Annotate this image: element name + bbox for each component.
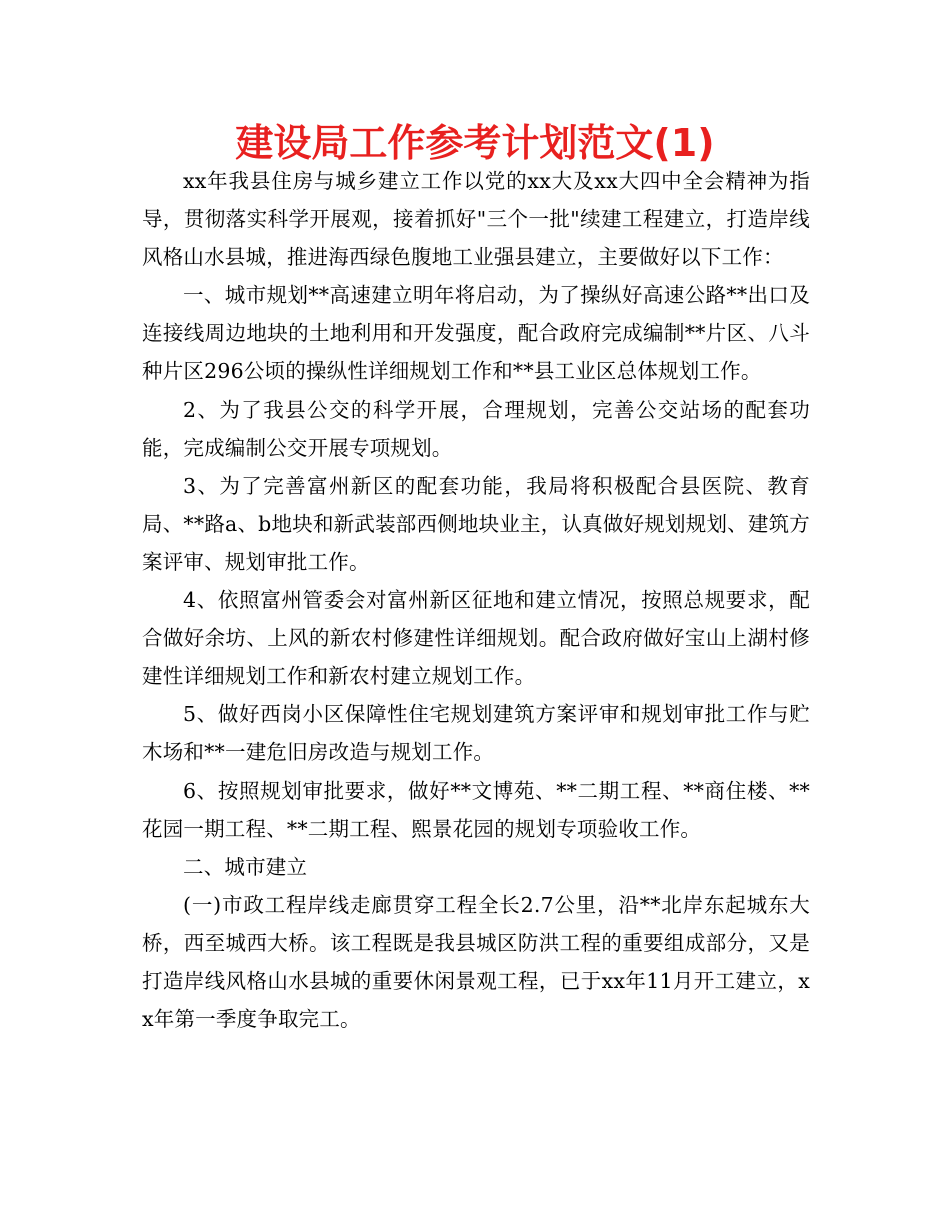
paragraph-item-5: 5、做好西岗小区保障性住宅规划建筑方案评审和规划审批工作与贮木场和**一建危旧房改造与规划工作。	[142, 702, 810, 765]
paragraph-item-4: 4、依照富州管委会对富州新区征地和建立情况，按照总规要求，配合做好余坊、上风的新农村修建性详细规划。配合政府做好宝山上湖村修建性详细规划工作和新农村建立规划工作。	[142, 588, 810, 689]
paragraph-item-3: 3、为了完善富州新区的配套功能，我局将积极配合县医院、教育局、**路a、b地块和新武装部西侧地块业主，认真做好规划规划、建筑方案评审、规划审批工作。	[142, 473, 810, 574]
paragraph-section-2: 二、城市建立	[183, 854, 308, 879]
document-title: 建设局工作参考计划范文(1)	[235, 121, 715, 165]
paragraph-subsection-1: (一)市政工程岸线走廊贯穿工程全长2.7公里，沿**北岸东起城东大桥，西至城西大桥。该工程既是我县城区防洪工程的重要组成部分，又是打造岸线风格山水县城的重要休闲景观工程，已于xx年11月开工建立，xx年第一季度争取完工。	[142, 892, 810, 1032]
paragraph-intro: xx年我县住房与城乡建立工作以党的xx大及xx大四中全会精神为指导，贯彻落实科学开展观，接着抓好"三个一批"续建工程建立，打造岸线风格山水县城，推进海西绿色腹地工业强县建立，主要做好以下工作：	[142, 169, 810, 270]
paragraph-section-1: 一、城市规划**高速建立明年将启动，为了操纵好高速公路**出口及连接线周边地块的土地利用和开发强度，配合政府完成编制**片区、八斗种片区296公顷的操纵性详细规划工作和**县工业区总体规划工作。	[142, 283, 810, 384]
document-body	[142, 162, 810, 1038]
paragraph-item-6: 6、按照规划审批要求，做好**文博苑、**二期工程、**商住楼、**花园一期工程、**二期工程、熙景花园的规划专项验收工作。	[142, 778, 810, 841]
paragraph-item-2: 2、为了我县公交的科学开展，合理规划，完善公交站场的配套功能，完成编制公交开展专项规划。	[142, 397, 810, 460]
